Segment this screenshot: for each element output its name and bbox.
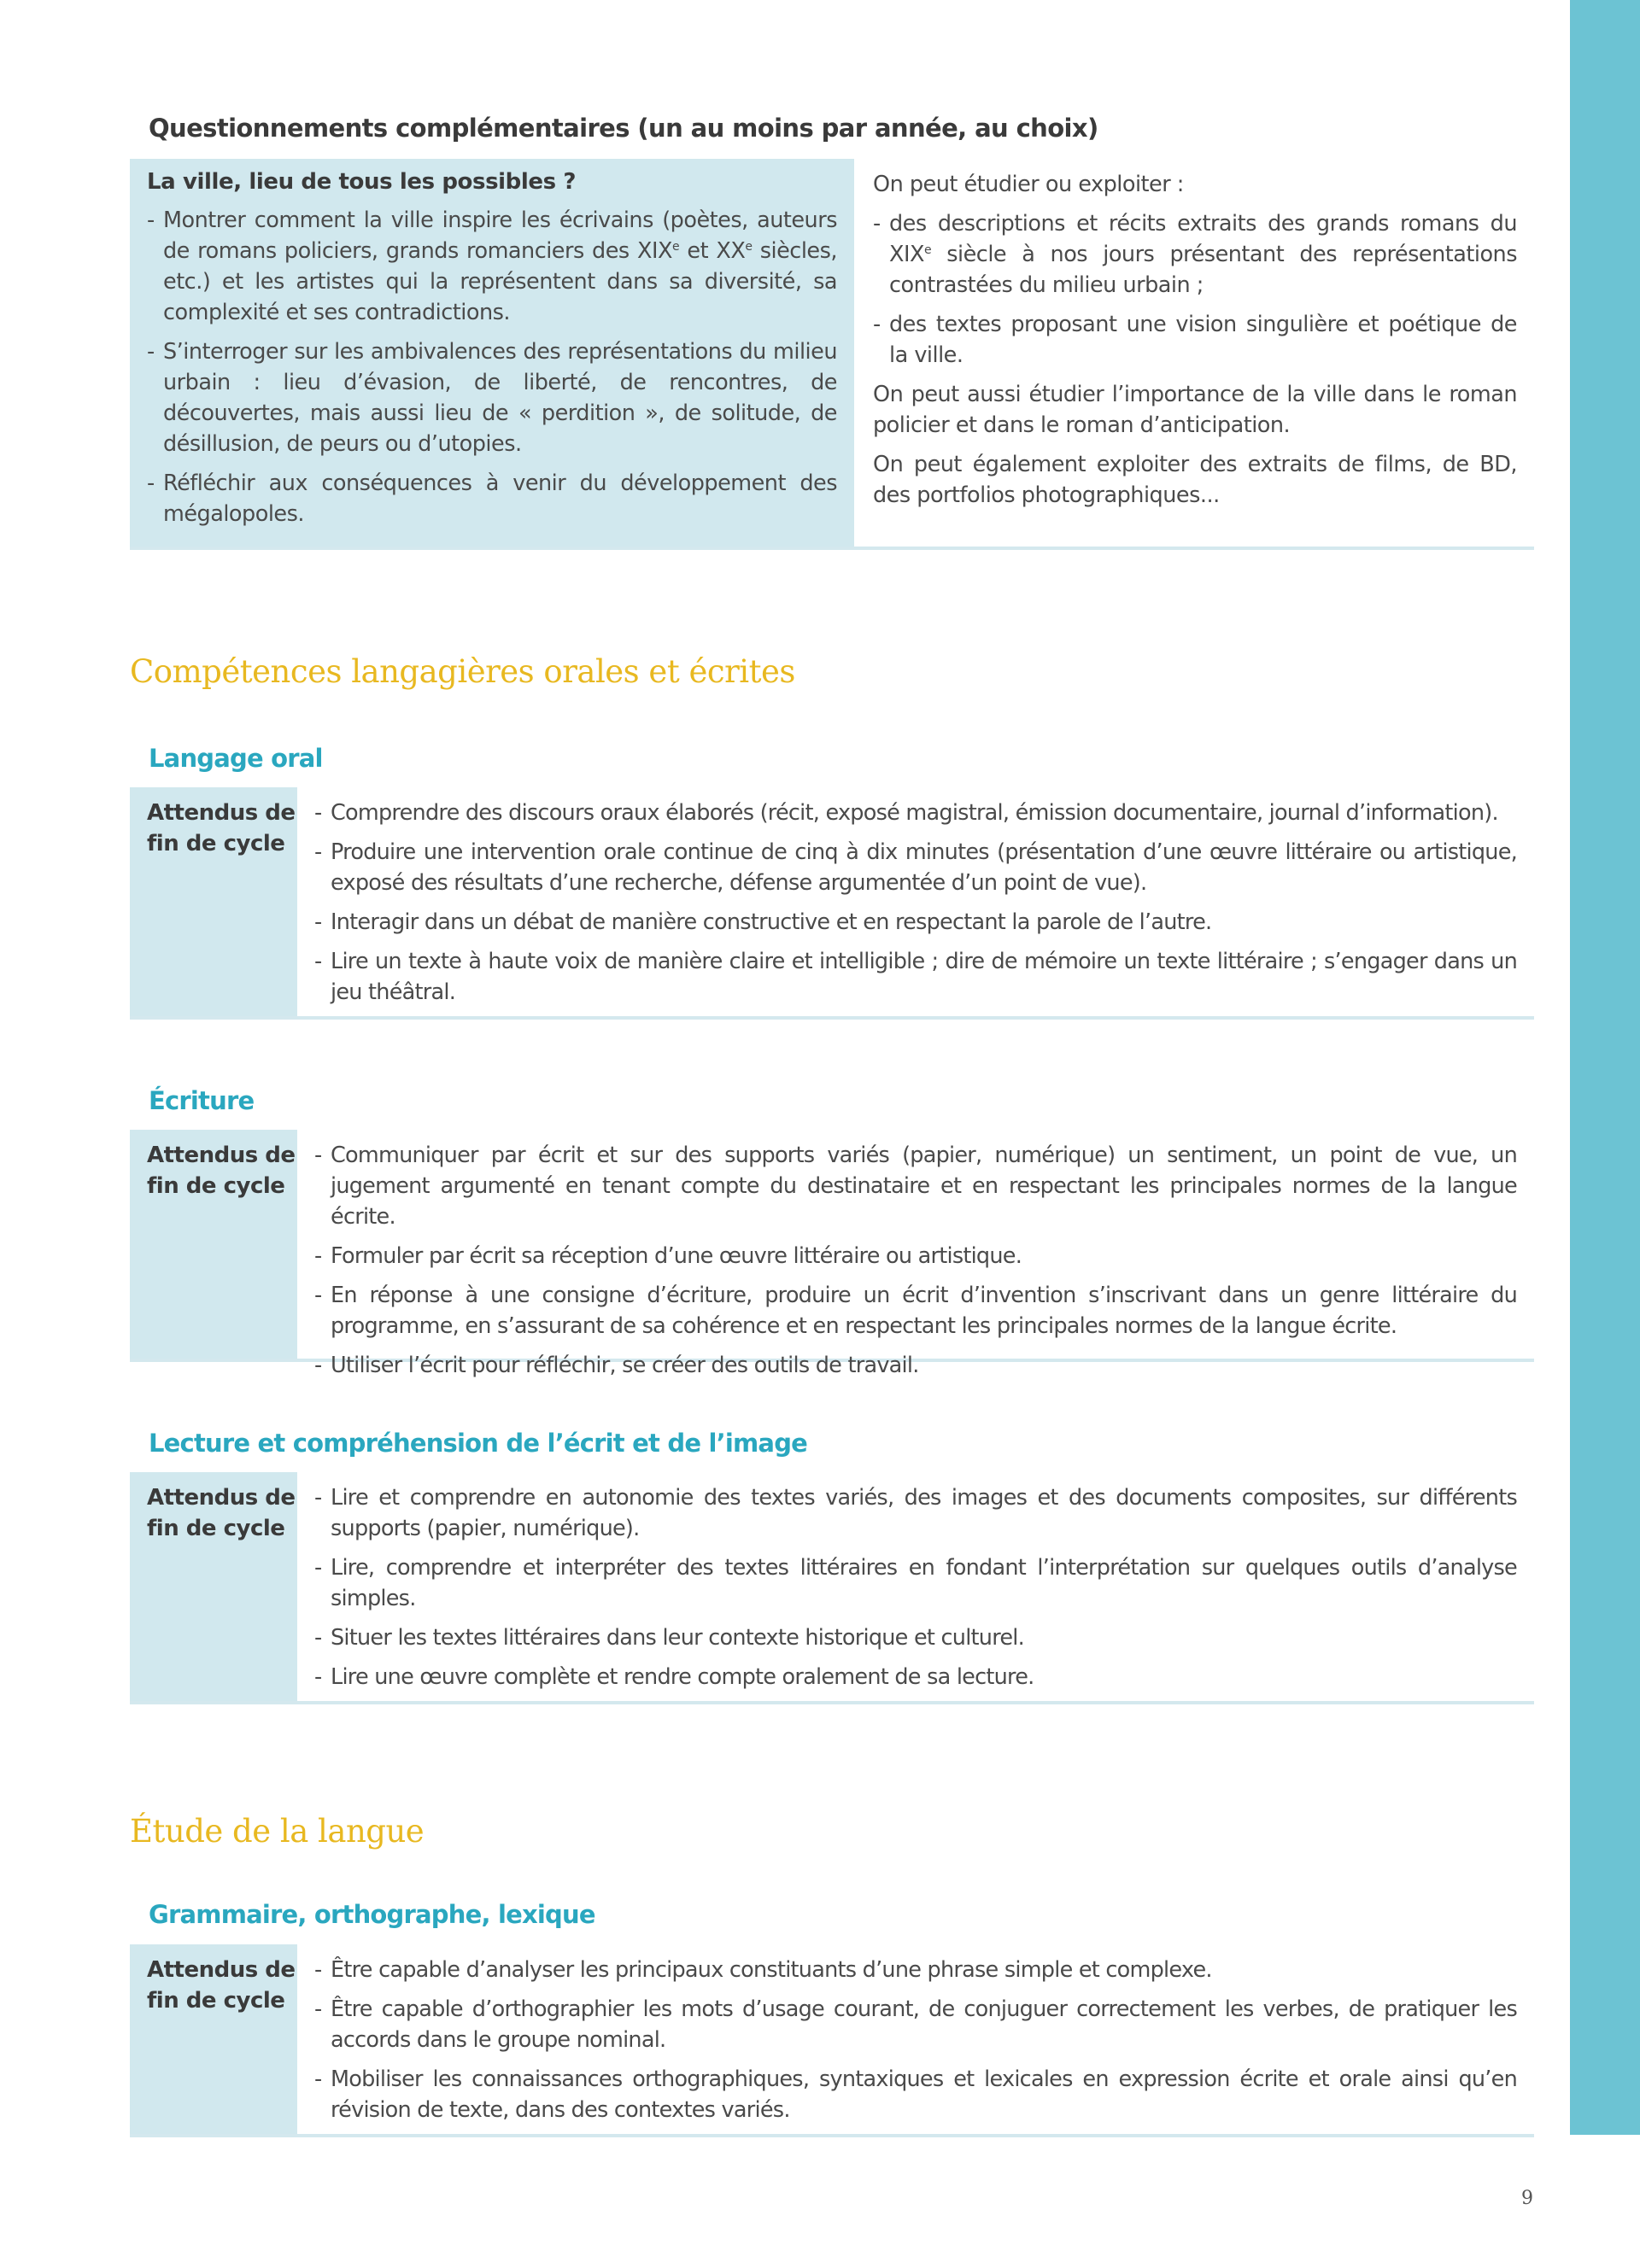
lecture-item: - Situer les textes littéraires dans leur contexte historique et culturel. [314, 1622, 1517, 1653]
section-title-competences: Compétences langagières orales et écrites [130, 653, 795, 690]
attendus-label: Attendus de fin de cycle [130, 1472, 297, 1701]
questionnements-right-list [873, 208, 1517, 371]
questionnements-right-para2: On peut aussi étudier l’importance de la ville dans le roman policier et dans le roman d’anticipation. [873, 382, 1517, 438]
questionnements-right-cell [854, 159, 1534, 547]
questionnements-heading: Questionnements complémentaires (un au moins par année, au choix) [149, 114, 1098, 143]
attendus-body [297, 1130, 1534, 1389]
side-accent-band [1570, 0, 1640, 2135]
page-number: 9 [1521, 2188, 1533, 2209]
questionnements-right-item: - des textes proposant une vision singulière et poétique de la ville. [873, 309, 1517, 371]
grammaire-item: - Être capable d’orthographier les mots d’usage courant, de conjuguer correctement les verbes, de pratiquer les accords dans le groupe nominal. [314, 1994, 1517, 2055]
questionnements-left-cell [130, 159, 854, 547]
attendus-body [297, 1472, 1534, 1701]
attendus-label: Attendus de fin de cycle [130, 1944, 297, 2134]
attendus-label: Attendus de fin de cycle [130, 1130, 297, 1359]
attendus-body [297, 787, 1534, 1016]
lecture-list [314, 1482, 1517, 1692]
lecture-item: - Lire et comprendre en autonomie des textes variés, des images et des documents composites, sur différents supports (papier, numérique). [314, 1482, 1517, 1544]
lecture-item: - Lire une œuvre complète et rendre compte oralement de sa lecture. [314, 1662, 1517, 1692]
ecriture-item: - En réponse à une consigne d’écriture, produire un écrit d’invention s’inscrivant dans un genre littéraire du programme, en s’assurant de sa cohérence et en respectant les principales normes de la langue écrite. [314, 1280, 1517, 1342]
questionnements-left-item: - S’interroger sur les ambivalences des représentations du milieu urbain : lieu d’évasion, de liberté, de rencontres, de découvertes, mais aussi lieu de « perdition », de solitude, de désillusion, de peurs ou d’utopies. [147, 336, 837, 459]
lecture-item: - Lire, comprendre et interpréter des textes littéraires en fondant l’interprétation sur quelques outils d’analyse simples. [314, 1552, 1517, 1614]
questionnements-right-para3: On peut également exploiter des extraits de films, de BD, des portfolios photographiques... [873, 452, 1517, 508]
questionnements-right-intro: On peut étudier ou exploiter : [873, 172, 1184, 197]
questionnements-left-item: - Réfléchir aux conséquences à venir du développement des mégalopoles. [147, 468, 837, 529]
attendus-label: Attendus de fin de cycle [130, 787, 297, 1016]
questionnements-left-title: La ville, lieu de tous les possibles ? [147, 169, 577, 195]
subtitle-lecture: Lecture et compréhension de l’écrit et de l’image [149, 1429, 808, 1458]
questionnements-right-item: - des descriptions et récits extraits des grands romans du XIXe siècle à nos jours présentant des représentations contrastées du milieu urbain ; [873, 208, 1517, 301]
langage-oral-list [314, 798, 1517, 1008]
table-langage-oral [130, 787, 1534, 1020]
langage-oral-item: - Lire un texte à haute voix de manière claire et intelligible ; dire de mémoire un texte littéraire ; s’engager dans un jeu théâtral. [314, 946, 1517, 1008]
subtitle-grammaire: Grammaire, orthographe, lexique [149, 1900, 595, 1929]
ecriture-item: - Communiquer par écrit et sur des supports variés (papier, numérique) un sentiment, un point de vue, un jugement argumenté en tenant compte du destinataire et en respectant les principales normes de la langue écrite. [314, 1140, 1517, 1232]
questionnements-left-list [147, 205, 837, 529]
questionnements-table [130, 159, 1534, 550]
section-title-etude: Étude de la langue [130, 1813, 425, 1850]
ecriture-item: - Formuler par écrit sa réception d’une œuvre littéraire ou artistique. [314, 1241, 1517, 1271]
langage-oral-item: - Interagir dans un débat de manière constructive et en respectant la parole de l’autre. [314, 907, 1517, 938]
questionnements-left-item: - Montrer comment la ville inspire les écrivains (poètes, auteurs de romans policiers, grands romanciers des XIXe et XXe siècles, etc.) et les artistes qui la représentent dans sa diversité, sa complexité et ses contradictions. [147, 205, 837, 328]
ecriture-item: - Utiliser l’écrit pour réfléchir, se créer des outils de travail. [314, 1350, 1517, 1381]
subtitle-langage-oral: Langage oral [149, 744, 323, 773]
subtitle-ecriture: Écriture [149, 1086, 255, 1115]
attendus-body [297, 1944, 1534, 2134]
grammaire-list [314, 1955, 1517, 2125]
langage-oral-item: - Produire une intervention orale continue de cinq à dix minutes (présentation d’une œuvre littéraire ou artistique, exposé des résultats d’une recherche, défense argumentée d’un point de vue). [314, 837, 1517, 898]
grammaire-item: - Mobiliser les connaissances orthographiques, syntaxiques et lexicales en expression écrite et orale ainsi qu’en révision de texte, dans des contextes variés. [314, 2064, 1517, 2125]
table-lecture [130, 1472, 1534, 1704]
grammaire-item: - Être capable d’analyser les principaux constituants d’une phrase simple et complexe. [314, 1955, 1517, 1985]
ecriture-list [314, 1140, 1517, 1381]
langage-oral-item: - Comprendre des discours oraux élaborés (récit, exposé magistral, émission documentaire, journal d’information). [314, 798, 1517, 828]
table-grammaire [130, 1944, 1534, 2137]
table-ecriture [130, 1130, 1534, 1378]
